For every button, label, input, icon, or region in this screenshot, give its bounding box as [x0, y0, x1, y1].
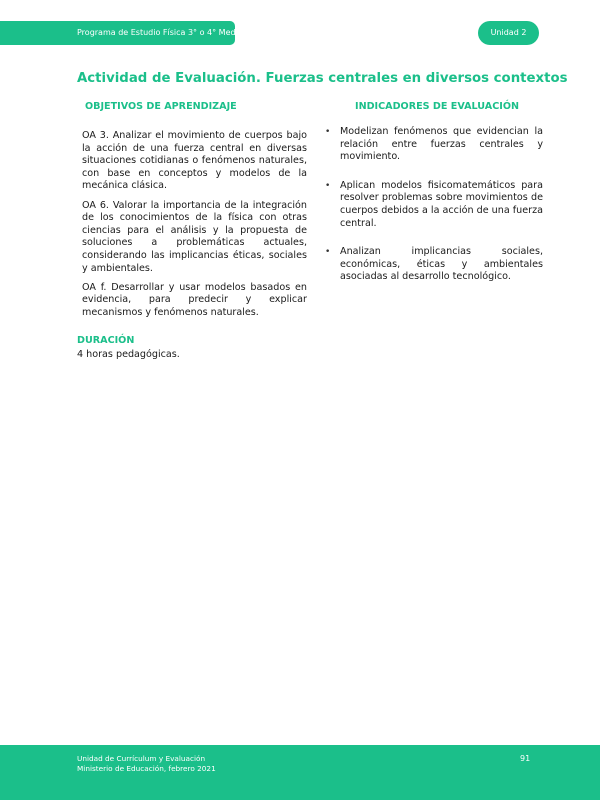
objective-item: OA f. Desarrollar y usar modelos basados en evidencia, para predecir y explicar mecanismos y fenómenos naturales.: [82, 281, 307, 318]
footer-bar: [0, 745, 600, 800]
footer-ministry: Ministerio de Educación, febrero 2021: [77, 764, 216, 773]
objective-item: OA 3. Analizar el movimiento de cuerpos bajo la acción de una fuerza central en diversas situaciones cotidianas o fenómenos naturales, con base en conceptos y modelos de la mecánica clásica.: [82, 130, 307, 192]
indicator-item: [325, 126, 543, 164]
objectives-heading: OBJETIVOS DE APRENDIZAJE: [85, 101, 237, 112]
indicator-item: [325, 246, 543, 284]
duration-heading: DURACIÓN: [77, 335, 135, 346]
bullet-icon: •: [325, 247, 331, 258]
unit-badge: [478, 21, 539, 45]
objective-item: OA 6. Valorar la importancia de la integración de los conocimientos de la física con otras ciencias para el análisis y la propuesta de soluciones a problemáticas actuales, considerando las implicancias éticas, sociales y ambientales.: [82, 199, 307, 274]
page-number: 91: [520, 754, 531, 763]
unit-label: Unidad 2: [490, 28, 527, 37]
indicator-item: [325, 179, 543, 230]
footer-unit: Unidad de Currículum y Evaluación: [77, 754, 206, 763]
bullet-icon: •: [325, 127, 331, 137]
indicator-text: Analizan implicancias sociales, económicas, éticas y ambientales asociadas al desarrollo tecnológico.: [340, 246, 543, 283]
activity-title: Actividad de Evaluación. Fuerzas centrales en diversos contextos: [77, 71, 568, 86]
indicator-text: Modelizan fenómenos que evidencian la relación entre fuerzas centrales y movimiento.: [340, 126, 543, 163]
indicators-list: [325, 126, 543, 300]
program-title: Programa de Estudio Física 3° o 4° Medio: [77, 28, 243, 37]
duration-value: 4 horas pedagógicas.: [77, 349, 180, 360]
objectives-list: [82, 130, 307, 326]
header-bar: [0, 21, 243, 45]
indicator-text: Aplican modelos fisicomatemáticos para resolver problemas sobre movimientos de cuerpos debidos a la acción de una fuerza central.: [340, 179, 543, 229]
bullet-icon: •: [325, 180, 331, 191]
indicators-heading: INDICADORES DE EVALUACIÓN: [355, 101, 520, 112]
